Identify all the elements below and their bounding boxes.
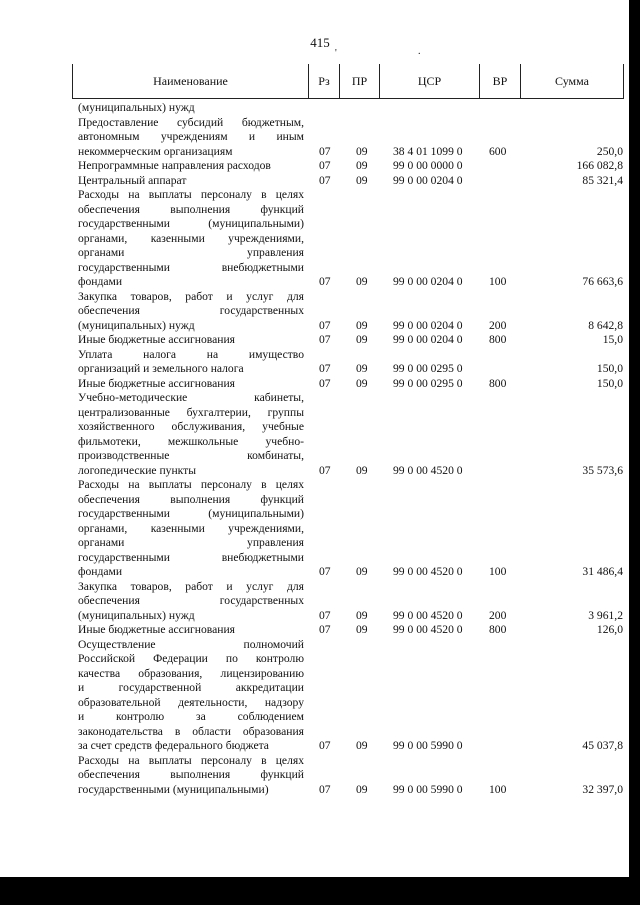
row-name (78, 116, 304, 160)
row-name-line: производственные комбинаты, (78, 449, 304, 462)
row-name-line: обеспечения выполнения функций (78, 768, 304, 781)
cell-rz: 07 (319, 623, 331, 636)
scan-speck: . (418, 46, 421, 57)
row-name-line: органами, казенными учреждениями, (78, 231, 304, 245)
row-name-line: образовательной деятельности, надзору (78, 695, 304, 709)
row-name (78, 623, 304, 638)
cell-sum: 15,0 (602, 333, 623, 346)
cell-vr: 800 (489, 623, 507, 636)
cell-rz: 07 (319, 275, 331, 288)
cell-csr: 99 0 00 0204 0 (393, 333, 463, 346)
row-name-line: органами управления (78, 246, 304, 259)
row-name (78, 101, 304, 116)
row-name-line: обеспечения выполнения функций (78, 202, 304, 216)
row-name-line: законодательства в области образования (78, 724, 304, 738)
cell-csr: 99 0 00 0000 0 (393, 159, 463, 172)
row-name-line: за счет средств федерального бюджета (78, 739, 269, 752)
cell-pr: 09 (356, 173, 368, 187)
row-name (78, 580, 304, 624)
row-name-line: обеспечения государственных (78, 594, 304, 607)
cell-csr: 99 0 00 0295 0 (393, 376, 463, 390)
cell-rz: 07 (319, 376, 331, 390)
cell-csr: 99 0 00 4520 0 (393, 565, 463, 578)
row-name-line: органами, казенными учреждениями, (78, 521, 304, 535)
row-name (78, 377, 304, 392)
cell-pr: 09 (356, 318, 368, 332)
cell-pr: 09 (356, 144, 368, 158)
column-header-csr: ЦСР (379, 64, 479, 99)
cell-pr: 09 (356, 333, 368, 346)
row-name-line: Закупка товаров, работ и услуг для (78, 289, 304, 303)
column-header-pr: ПР (339, 64, 379, 99)
cell-pr: 09 (356, 782, 368, 796)
row-name-line: государственными (муниципальными) (78, 507, 304, 520)
cell-sum: 150,0 (596, 376, 623, 390)
row-name-line: Российской Федерации по контролю (78, 652, 304, 665)
cell-pr: 09 (356, 623, 368, 636)
scan-edge (629, 0, 640, 905)
cell-csr: 99 0 00 0204 0 (393, 318, 463, 332)
cell-pr: 09 (356, 159, 368, 172)
row-name-line: Уплата налога на имущество (78, 347, 304, 361)
cell-sum: 85 321,4 (582, 173, 623, 187)
row-name-line: хозяйственного обслуживания, учебные (78, 420, 304, 433)
cell-sum: 35 573,6 (582, 463, 623, 477)
cell-csr: 99 0 00 0204 0 (393, 173, 463, 187)
row-name-line: государственными (муниципальными) (78, 217, 304, 230)
row-name-line: фондами (78, 565, 123, 578)
row-name (78, 391, 304, 478)
row-name (78, 188, 304, 290)
cell-vr: 100 (489, 275, 507, 288)
cell-pr: 09 (356, 739, 368, 752)
row-name (78, 174, 304, 189)
cell-rz: 07 (319, 318, 331, 332)
row-name-line: Расходы на выплаты персоналу в целях (78, 478, 304, 491)
row-name-line: (муниципальных) нужд (78, 318, 195, 332)
cell-csr: 99 0 00 0295 0 (393, 362, 463, 375)
row-name-line: логопедические пункты (78, 463, 196, 477)
cell-sum: 32 397,0 (582, 782, 623, 796)
row-name (78, 638, 304, 754)
column-header-vr: ВР (479, 64, 520, 99)
row-name (78, 478, 304, 580)
cell-sum: 8 642,8 (588, 318, 623, 332)
row-name-line: организаций и земельного налога (78, 362, 244, 375)
cell-csr: 38 4 01 1099 0 (393, 144, 463, 158)
cell-pr: 09 (356, 565, 368, 578)
row-name-line: Предоставление субсидий бюджетным, (78, 115, 304, 129)
cell-csr: 99 0 00 4520 0 (393, 463, 463, 477)
cell-vr: 100 (489, 782, 507, 796)
cell-rz: 07 (319, 739, 331, 752)
cell-rz: 07 (319, 463, 331, 477)
cell-rz: 07 (319, 782, 331, 796)
row-name-line: органами управления (78, 536, 304, 549)
cell-pr: 09 (356, 362, 368, 375)
row-name-line: (муниципальных) нужд (78, 608, 195, 622)
scan-speck: ' (335, 48, 337, 59)
cell-csr: 99 0 00 5990 0 (393, 782, 463, 796)
cell-sum: 250,0 (596, 144, 623, 158)
cell-csr: 99 0 00 5990 0 (393, 739, 463, 752)
row-name-line: (муниципальных) нужд (78, 101, 195, 114)
cell-rz: 07 (319, 173, 331, 187)
cell-sum: 166 082,8 (576, 159, 623, 172)
cell-rz: 07 (319, 608, 331, 622)
row-name (78, 348, 304, 377)
cell-csr: 99 0 00 4520 0 (393, 623, 463, 636)
cell-sum: 31 486,4 (582, 565, 623, 578)
cell-sum: 126,0 (596, 623, 623, 636)
row-name (78, 159, 304, 174)
row-name (78, 333, 304, 348)
cell-sum: 76 663,6 (582, 275, 623, 288)
row-name-line: Расходы на выплаты персоналу в целях (78, 753, 304, 767)
cell-pr: 09 (356, 376, 368, 390)
row-name-line: Учебно-методические кабинеты, (78, 391, 304, 404)
row-name-line: централизованные бухгалтерии, группы (78, 405, 304, 419)
cell-vr: 200 (489, 318, 507, 332)
row-name-line: государственными внебюджетными (78, 550, 304, 564)
cell-vr: 800 (489, 333, 507, 346)
cell-pr: 09 (356, 275, 368, 288)
cell-csr: 99 0 00 0204 0 (393, 275, 463, 288)
cell-vr: 800 (489, 376, 507, 390)
row-name-line: Закупка товаров, работ и услуг для (78, 579, 304, 593)
row-name-line: Иные бюджетные ассигнования (78, 333, 235, 346)
cell-vr: 600 (489, 144, 507, 158)
cell-vr: 100 (489, 565, 507, 578)
row-name-line: Центральный аппарат (78, 173, 187, 187)
cell-sum: 3 961,2 (588, 608, 623, 622)
cell-rz: 07 (319, 333, 331, 346)
row-name (78, 754, 304, 798)
cell-rz: 07 (319, 362, 331, 375)
cell-sum: 150,0 (596, 362, 623, 375)
row-name-line: автономным учреждениям и иным (78, 130, 304, 143)
cell-rz: 07 (319, 565, 331, 578)
row-name-line: обеспечения выполнения функций (78, 492, 304, 506)
row-name-line: некоммерческим организациям (78, 144, 233, 158)
row-name (78, 290, 304, 334)
row-name-line: Непрограммные направления расходов (78, 159, 271, 172)
cell-vr: 200 (489, 608, 507, 622)
row-name-line: Осуществление полномочий (78, 637, 304, 651)
cell-pr: 09 (356, 463, 368, 477)
row-name-line: государственными (муниципальными) (78, 782, 269, 796)
column-header-sum: Сумма (520, 64, 624, 99)
row-name-line: и государственной аккредитации (78, 681, 304, 694)
row-name-line: качества образования, лицензированию (78, 666, 304, 680)
row-name-line: фондами (78, 275, 123, 288)
page-number: 415 (310, 35, 330, 50)
scan-edge-bottom (0, 877, 640, 905)
column-header-rz: Рз (308, 64, 339, 99)
row-name-line: фильмотеки, межшкольные учебно- (78, 434, 304, 448)
cell-pr: 09 (356, 608, 368, 622)
row-name-line: Иные бюджетные ассигнования (78, 623, 235, 636)
row-name-line: и контролю за соблюдением (78, 710, 304, 723)
cell-rz: 07 (319, 144, 331, 158)
row-name-line: обеспечения государственных (78, 304, 304, 317)
cell-rz: 07 (319, 159, 331, 172)
cell-csr: 99 0 00 4520 0 (393, 608, 463, 622)
row-name-line: Расходы на выплаты персоналу в целях (78, 188, 304, 201)
row-name-line: государственными внебюджетными (78, 260, 304, 274)
row-name-line: Иные бюджетные ассигнования (78, 376, 235, 390)
column-header-name: Наименование (72, 64, 308, 99)
cell-sum: 45 037,8 (582, 739, 623, 752)
